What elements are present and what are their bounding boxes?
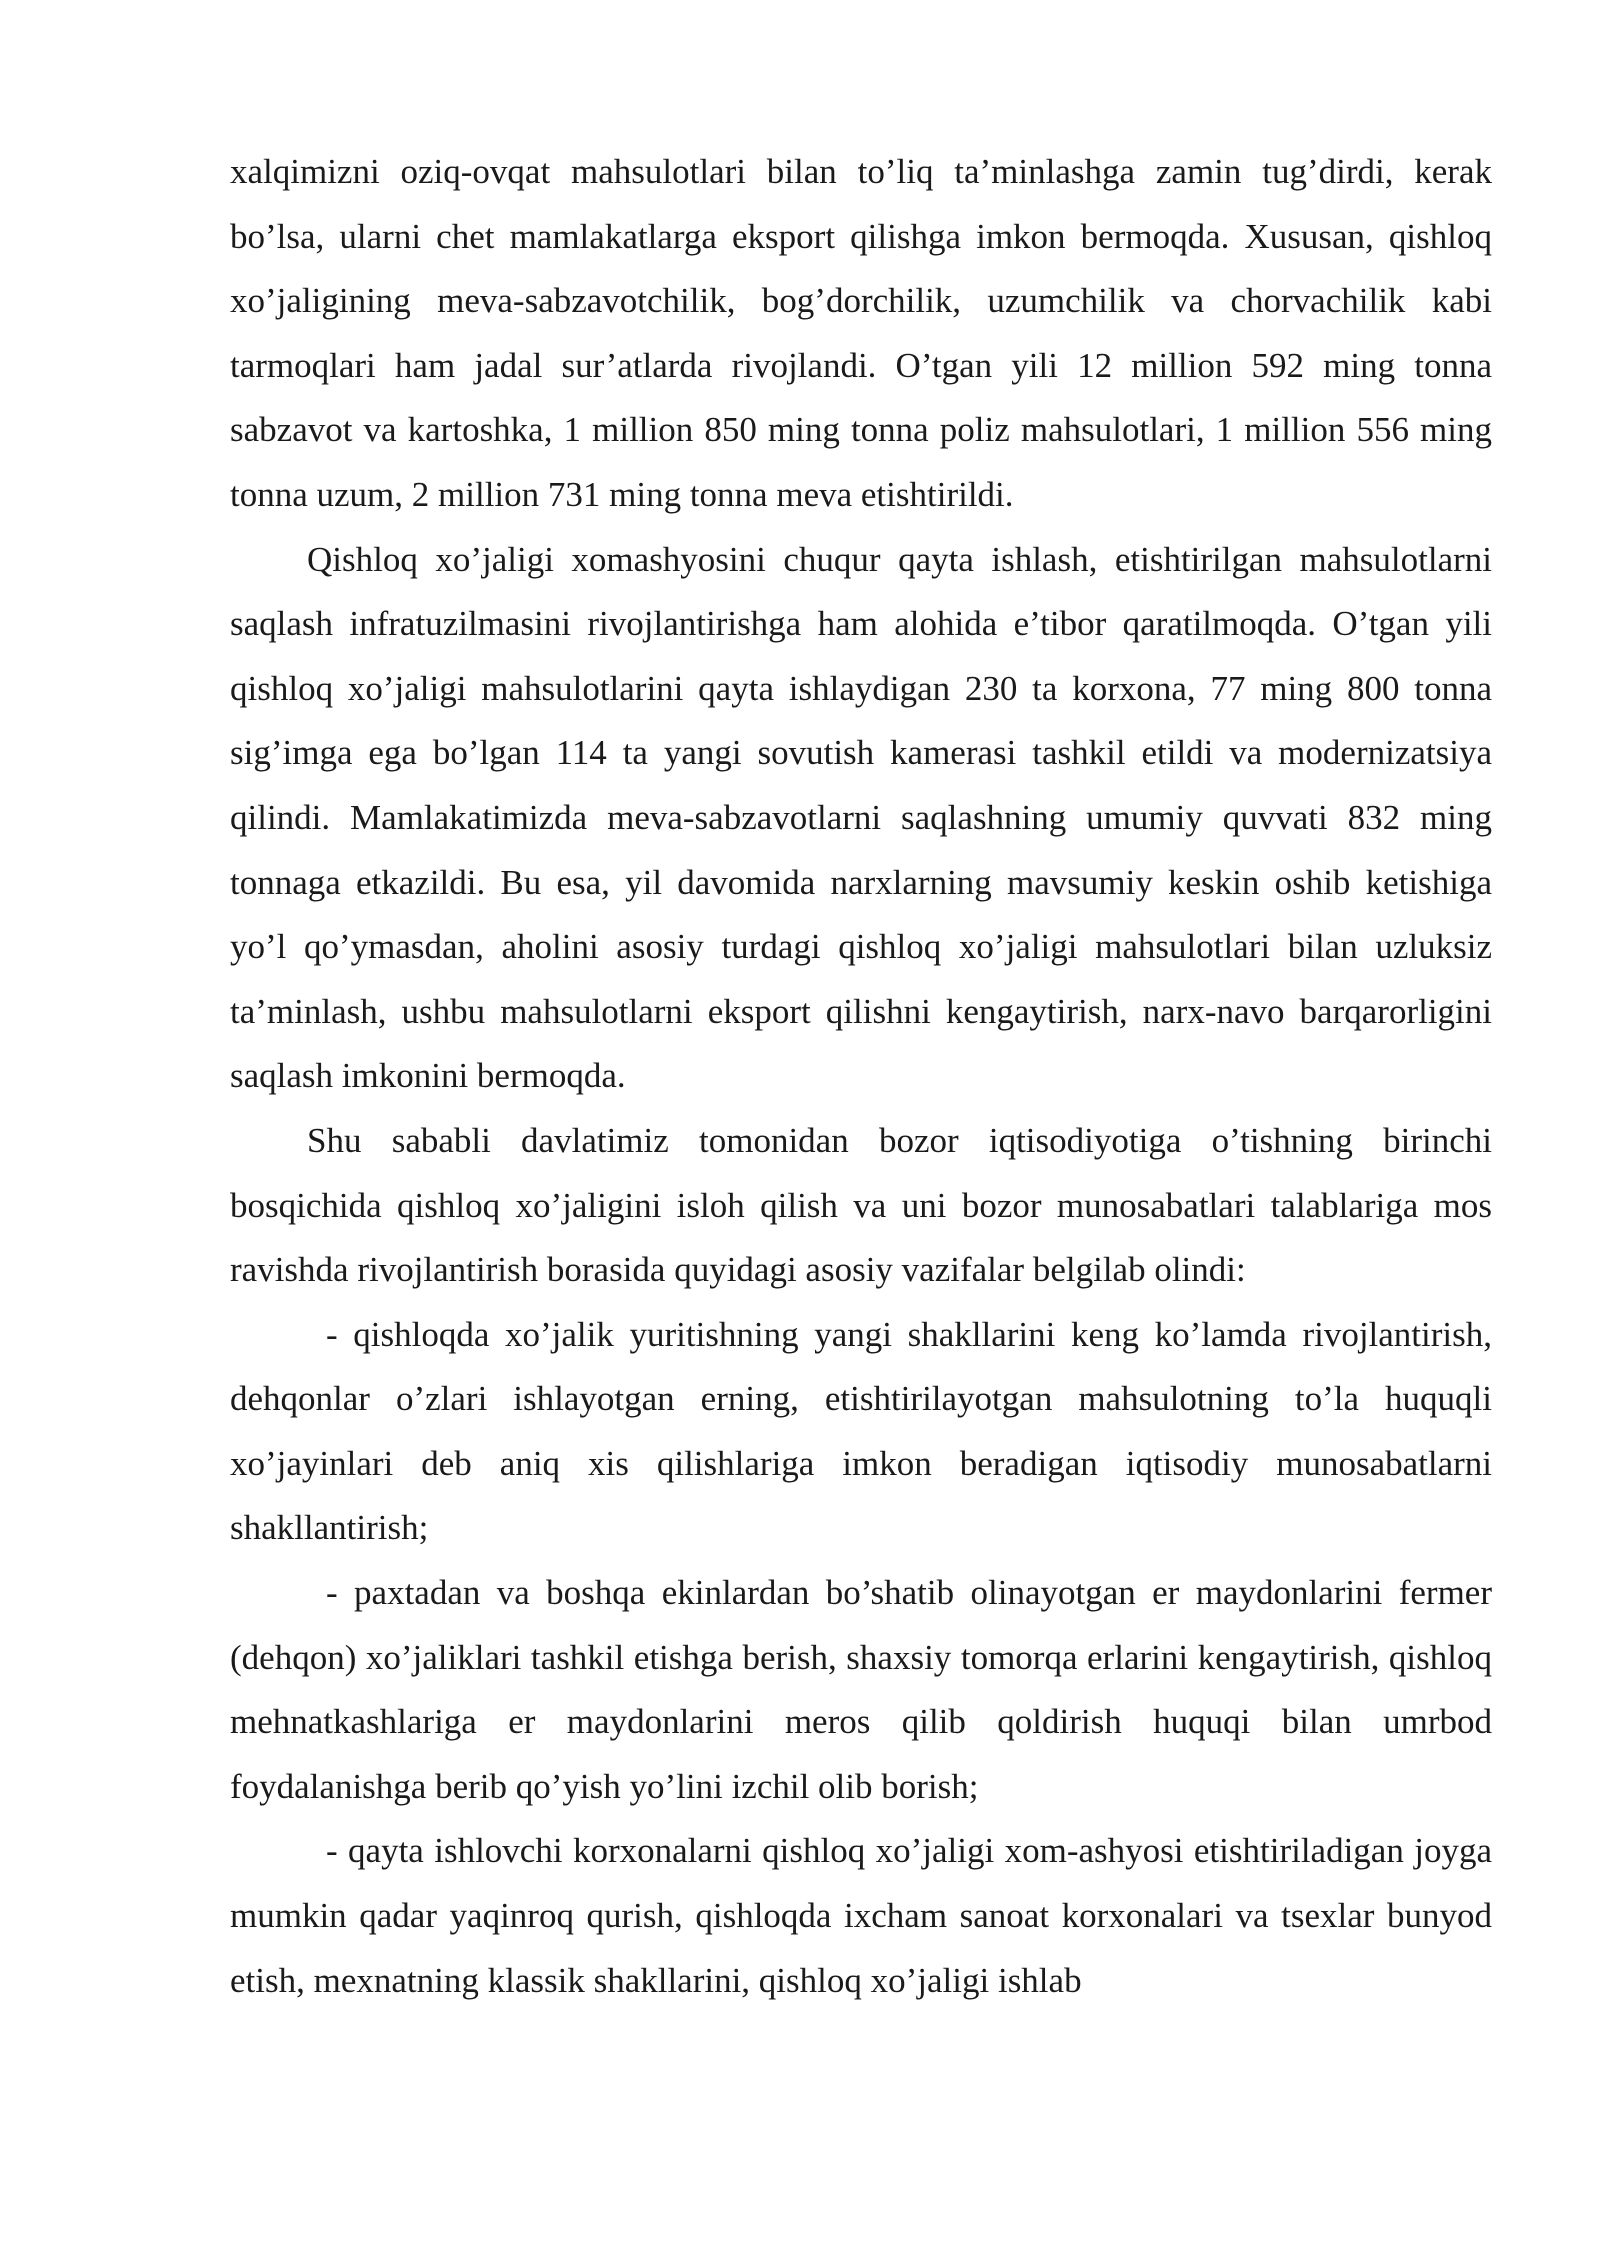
- paragraph-continuation: xalqimizni oziq-ovqat mahsulotlari bilan to’liq ta’minlashga zamin tug’dirdi, kerak bo’lsa, ularni chet mamlakatlarga eksport qilishga imkon bermoqda. Xususan, qishloq xo’jaligining meva-sabzavotchilik, bog’dorchilik, uzumchilik va chorvachilik kabi tarmoqlari ham jadal sur’atlarda rivojlandi. O’tgan yili 12 million 592 ming tonna sabzavot va kartoshka, 1 million 850 ming tonna poliz mahsulotlari, 1 million 556 ming tonna uzum, 2 million 731 ming tonna meva etishtirildi.: [230, 152, 1492, 514]
- paragraph-reform-tasks: Shu sababli davlatimiz tomonidan bozor iqtisodiyotiga o’tishning birinchi bosqichida qishloq xo’jaligini isloh qilish va uni bozor munosabatlari talablariga mos ravishda rivojlantirish borasida quyidagi asosiy vazifalar belgilab olindi:: [230, 1120, 1492, 1290]
- list-item-land-allocation: - paxtadan va boshqa ekinlardan bo’shatib olinayotgan er maydonlarini fermer (dehqon) xo’jaliklari tashkil etishga berish, shaxsiy tomorqa erlarini kengaytirish, qishloq mehnatkashlariga er maydonlarini meros qilib qoldirish huquqi bilan umrbod foydalanishga berib qo’yish yo’lini izchil olib borish;: [230, 1573, 1492, 1806]
- list-item-farming-forms: - qishloqda xo’jalik yuritishning yangi shakllarini keng ko’lamda rivojlantirish, dehqonlar o’zlari ishlayotgan erning, etishtirilayotgan mahsulotning to’la huquqli xo’jayinlari deb aniq xis qilishlariga imkon beradigan iqtisodiy munosabatlarni shakllantirish;: [230, 1314, 1492, 1548]
- body-text: [230, 140, 1492, 2013]
- paragraph-processing-infrastructure: Qishloq xo’jaligi xomashyosini chuqur qayta ishlash, etishtirilgan mahsulotlarni saqlash infratuzilmasini rivojlantirishga ham alohida e’tibor qaratilmoqda. O’tgan yili qishloq xo’jaligi mahsulotlarini qayta ishlaydigan 230 ta korxona, 77 ming 800 tonna sig’imga ega bo’lgan 114 ta yangi sovutish kamerasi tashkil etildi va modernizatsiya qilindi. Mamlakatimizda meva-sabzavotlarni saqlashning umumiy quvvati 832 ming tonnaga etkazildi. Bu esa, yil davomida narxlarning mavsumiy keskin oshib ketishiga yo’l qo’ymasdan, aholini asosiy turdagi qishloq xo’jaligi mahsulotlari bilan uzluksiz ta’minlash, ushbu mahsulotlarni eksport qilishni kengaytirish, narx-navo barqarorligini saqlash imkonini bermoqda.: [230, 539, 1492, 1096]
- list-item-processing-enterprises: - qayta ishlovchi korxonalarni qishloq xo’jaligi xom-ashyosi etishtiriladigan joyga mumkin qadar yaqinroq qurish, qishloqda ixcham sanoat korxonalari va tsexlar bunyod etish, mexnatning klassik shakllarini, qishloq xo’jaligi ishlab: [230, 1831, 1492, 2000]
